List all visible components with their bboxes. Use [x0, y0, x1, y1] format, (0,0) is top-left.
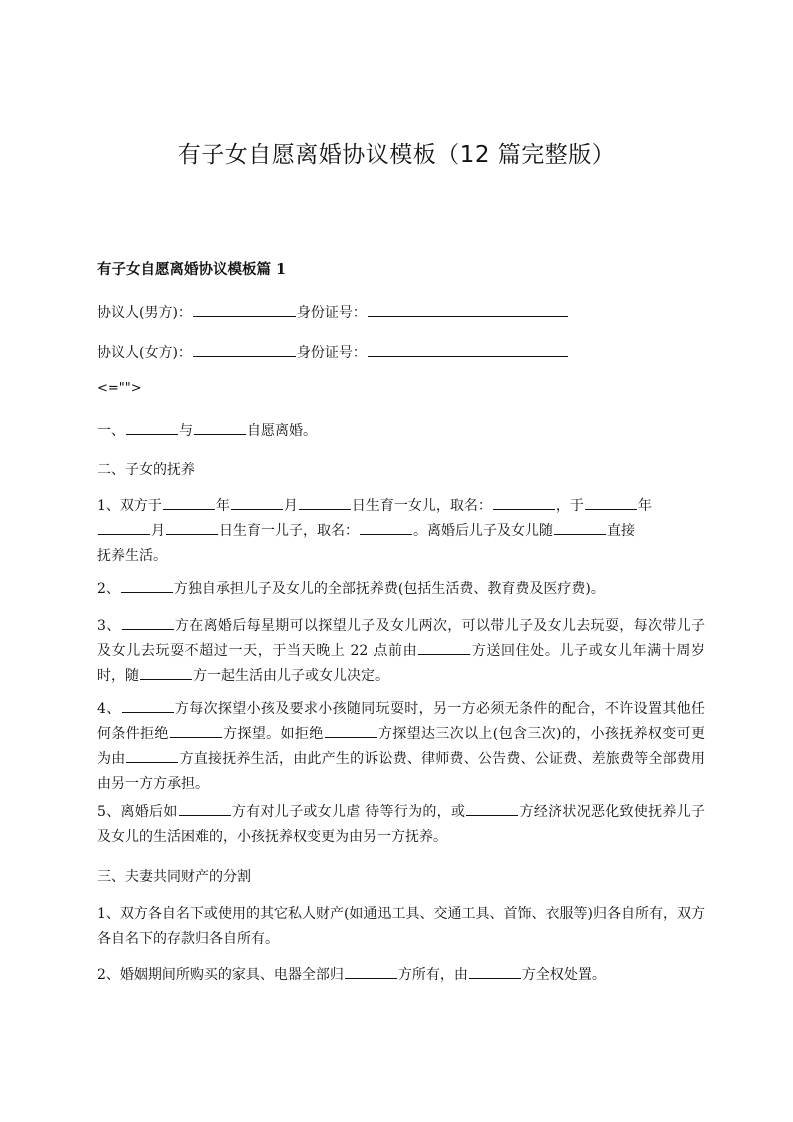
c2-1-blank-year2[interactable] [585, 495, 637, 510]
c2-4-text-a: 4、 [97, 701, 121, 717]
c2-4-text-d: 方探望达三次以上(包含三次)的，小孩抚养权变可更为由 [97, 726, 705, 767]
clause-2-2 [97, 577, 705, 602]
c2-1-text-j: 直接 [607, 523, 635, 539]
party-male-row [97, 302, 569, 324]
c2-2-text-b: 方独自承担儿子及女儿的全部抚养费(包括生活费、教育费及医疗费)。 [173, 581, 605, 597]
party-male-label: 协议人(男方)： [97, 305, 192, 321]
c2-4-text-b: 方每次探望小孩及要求小孩随同玩耍时，另一方必须无条件的配合，不许设置其他任何条件拒绝 [97, 701, 705, 742]
c2-4-blank-2[interactable] [170, 723, 222, 738]
c2-4-text-c: 方探望。如拒绝 [222, 726, 324, 742]
heading-2: 二、子女的抚养 [97, 462, 195, 478]
clause-1-blank-1[interactable] [126, 420, 178, 435]
c2-1-blank-month2[interactable] [98, 520, 150, 535]
c2-5-blank-1[interactable] [179, 801, 231, 816]
clause-3-1: 1、双方各自名下或使用的其它私人财产(如通迅工具、交通工具、首饰、衣服等)归各自所有，双方各自名下的存款归各自所有。 [97, 906, 705, 947]
c2-1-blank-month1[interactable] [231, 495, 283, 510]
c2-1-text-f: 年 [637, 498, 652, 514]
clause-1 [97, 420, 317, 442]
clause-2-5 [97, 800, 705, 850]
c2-3-text-a: 3、 [97, 618, 121, 634]
c2-1-blank-guardian[interactable] [554, 520, 606, 535]
clause-1-blank-2[interactable] [194, 420, 246, 435]
clause-2-3 [97, 614, 705, 689]
c2-1-blank-year1[interactable] [163, 495, 215, 510]
c2-5-text-c: 方经济状况恶化致使抚养儿子及女儿的生活困难的，小孩抚养权变更为由另一方抚养。 [97, 804, 705, 845]
c3-2-text-a: 2、婚姻期间所购买的家具、电器全部归 [97, 967, 344, 983]
c2-1-blank-day1[interactable] [299, 495, 351, 510]
clause-2-1 [97, 494, 705, 569]
c2-1-text-e: ，于 [555, 498, 584, 514]
c2-1-text-g: 月 [151, 523, 165, 539]
c2-1-text-b: 年 [215, 498, 230, 514]
c2-3-text-d: 方一起生活由儿子或女儿决定。 [193, 668, 389, 684]
c3-2-text-b: 方所有，由 [397, 967, 468, 983]
c2-5-text-a: 5、离婚后如 [97, 804, 178, 820]
c2-2-text-a: 2、 [97, 581, 120, 597]
party-female-id-blank[interactable] [368, 342, 568, 357]
party-female-row [97, 342, 569, 364]
c2-1-blank-day2[interactable] [166, 520, 218, 535]
c3-2-blank-2[interactable] [469, 964, 521, 979]
clause-1-mid: 与 [179, 423, 193, 439]
c2-4-blank-1[interactable] [122, 698, 174, 713]
c2-5-blank-2[interactable] [466, 801, 518, 816]
clause-1-prefix: 一、 [97, 423, 125, 439]
heading-3: 三、夫妻共同财产的分割 [97, 869, 251, 885]
party-female-id-label: 身份证号： [296, 345, 367, 361]
party-female-name-blank[interactable] [193, 342, 296, 357]
c2-3-blank-1[interactable] [122, 615, 174, 630]
party-male-id-blank[interactable] [368, 302, 568, 317]
c2-1-text-d: 日生育一女儿，取名： [351, 498, 492, 514]
clause-3-2 [97, 963, 705, 988]
party-female-label: 协议人(女方)： [97, 345, 192, 361]
document-title: 有子女自愿离婚协议模板（12 篇完整版） [177, 142, 616, 168]
c2-3-blank-2[interactable] [418, 640, 470, 655]
c2-1-text-a: 1、双方于 [97, 498, 162, 514]
c2-3-blank-3[interactable] [140, 665, 192, 680]
c2-4-blank-4[interactable] [126, 748, 178, 763]
c2-4-text-e: 方直接抚养生活，由此产生的诉讼费、律师费、公告费、公证费、差旅费等全部费用由另一方方承担。 [97, 751, 706, 792]
c2-2-blank[interactable] [121, 578, 173, 593]
c2-5-text-b: 方有对儿子或女儿虐 待等行为的，或 [231, 804, 466, 820]
c2-1-blank-name1[interactable] [493, 495, 555, 510]
party-male-id-label: 身份证号： [296, 305, 367, 321]
clause-1-suffix: 自愿离婚。 [247, 423, 317, 439]
c2-4-blank-3[interactable] [325, 723, 377, 738]
stray-text: <=""> [97, 381, 142, 396]
c2-1-text-c: 月 [283, 498, 298, 514]
c2-1-blank-name2[interactable] [360, 520, 412, 535]
c3-2-blank-1[interactable] [345, 964, 397, 979]
c3-2-text-c: 方全权处置。 [521, 967, 606, 983]
c2-1-text-k: 抚养生活。 [97, 548, 167, 564]
c2-3-text-b: 方在离婚后每星期可以探望儿子及女儿两次，可以带儿子及女儿去玩耍，每次带儿子及女儿去玩耍不超过一天，于当天晚上 22 点前由 [97, 618, 705, 659]
clause-2-4 [97, 697, 705, 797]
party-male-name-blank[interactable] [193, 302, 296, 317]
section-title: 有子女自愿离婚协议模板篇 1 [97, 261, 287, 278]
c2-1-text-h: 日生育一儿子，取名： [219, 523, 359, 539]
c2-1-text-i: 。离婚后儿子及女儿随 [413, 523, 553, 539]
c2-3-text-c: 方送回住处。儿子或女儿年满十周岁时，随 [97, 643, 706, 684]
